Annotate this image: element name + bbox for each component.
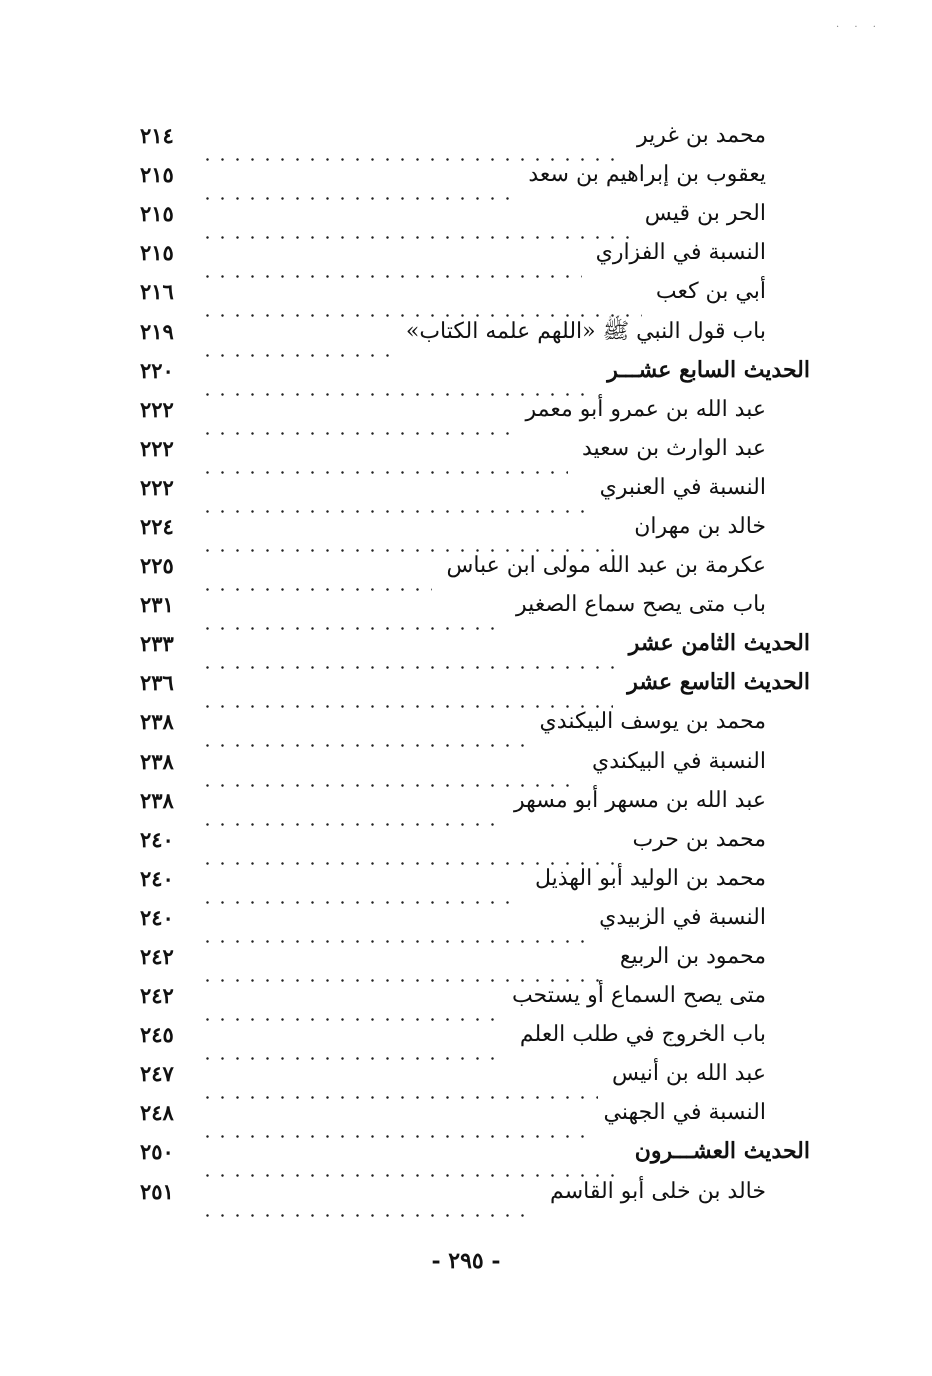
toc-entry-title: خالد بن مهران <box>634 513 766 539</box>
toc-entry-row <box>140 1093 810 1132</box>
toc-entry-page: ٢٣٨ <box>140 748 174 774</box>
dot-leader <box>200 1138 621 1177</box>
dot-leader <box>200 826 618 865</box>
toc-entry-page: ٢٢٢ <box>140 435 174 461</box>
dot-leader <box>200 161 514 200</box>
toc-entry-title: باب قول النبي ﷺ «اللهم علمه الكتاب» <box>405 318 766 344</box>
toc-entry-page: ٢١٥ <box>140 201 174 227</box>
toc-entry-page: ٢٢٢ <box>140 396 174 422</box>
toc-entry-title: عبد الوارث بن سعيد <box>581 435 766 461</box>
toc-entry-page: ٢٢٥ <box>140 553 174 579</box>
toc-entry-row <box>140 1054 810 1093</box>
dot-leader <box>200 787 500 826</box>
toc-entry-row <box>140 155 810 194</box>
toc-entry-page: ٢٢٠ <box>140 357 174 383</box>
toc-heading-row <box>140 1132 810 1171</box>
toc-entry-title: يعقوب بن إبراهيم بن سعد <box>528 162 766 188</box>
toc-heading-row <box>140 624 810 663</box>
toc-entry-title: الحديث العشـــرون <box>634 1138 810 1165</box>
toc-entry-title: عكرمة بن عبد الله مولى ابن عباس <box>446 553 766 579</box>
dot-leader <box>200 1060 598 1099</box>
toc-entry-row <box>140 781 810 820</box>
dot-leader <box>200 982 498 1021</box>
toc-entry-row <box>140 507 810 546</box>
toc-entry-row <box>140 859 810 898</box>
dot-leader <box>200 1178 536 1217</box>
dot-leader <box>200 239 582 278</box>
table-of-contents <box>140 116 810 1211</box>
toc-entry-page: ٢٤٧ <box>140 1061 174 1087</box>
dot-leader <box>200 865 521 904</box>
toc-entry-page: ٢٥١ <box>140 1178 174 1204</box>
dot-leader <box>200 122 623 161</box>
toc-entry-title: النسبة في البيكندي <box>591 748 766 774</box>
toc-entry-title: عبد الله بن مسهر أبو مسهر <box>513 787 766 813</box>
toc-entry-title: محمد بن غرير <box>636 123 766 149</box>
dot-leader <box>200 591 502 630</box>
toc-entry-row <box>140 585 810 624</box>
dot-leader <box>200 318 392 357</box>
toc-entry-title: محمد بن الوليد أبو الهذيل <box>534 865 766 891</box>
toc-entry-page: ٢٣٣ <box>140 631 174 657</box>
toc-entry-title: الحديث السابع عشـــر <box>607 356 810 383</box>
toc-entry-title: باب الخروج في طلب العلم <box>519 1022 766 1048</box>
toc-entry-row <box>140 272 810 311</box>
toc-heading-row <box>140 663 810 702</box>
toc-entry-page: ٢٣٨ <box>140 709 174 735</box>
toc-entry-page: ٢٤٨ <box>140 1100 174 1126</box>
toc-entry-title: عبد الله بن أنيس <box>612 1061 766 1087</box>
toc-entry-page: ٢٤٠ <box>140 904 174 930</box>
toc-entry-page: ٢٣٨ <box>140 787 174 813</box>
toc-entry-row <box>140 937 810 976</box>
toc-entry-row <box>140 702 810 741</box>
toc-entry-title: باب متى يصح سماع الصغير <box>516 592 766 618</box>
dot-leader <box>200 474 586 513</box>
dot-leader <box>200 552 432 591</box>
toc-entry-title: محمود بن الربيع <box>619 944 766 970</box>
dot-leader <box>200 200 631 239</box>
page-number: - ٢٩٥ - <box>431 1248 501 1274</box>
toc-entry-title: الحديث الثامن عشر <box>628 630 810 657</box>
dot-leader <box>200 943 606 982</box>
toc-entry-title: النسبة في العنبري <box>599 474 766 500</box>
toc-entry-page: ٢٢٢ <box>140 474 174 500</box>
dot-leader <box>200 396 511 435</box>
toc-entry-page: ٢٣١ <box>140 592 174 618</box>
dot-leader <box>200 357 593 396</box>
toc-entry-row <box>140 898 810 937</box>
toc-entry-page: ٢١٥ <box>140 240 174 266</box>
toc-entry-page: ٢٤٠ <box>140 826 174 852</box>
toc-entry-row <box>140 468 810 507</box>
toc-entry-title: النسبة في الفزاري <box>595 240 766 266</box>
dot-leader <box>200 669 613 708</box>
dot-leader <box>200 630 615 669</box>
toc-entry-page: ٢٤٠ <box>140 865 174 891</box>
toc-entry-title: محمد بن يوسف البيكندي <box>539 709 766 735</box>
toc-entry-row <box>140 742 810 781</box>
dot-leader <box>200 904 585 943</box>
dot-leader <box>200 1099 590 1138</box>
toc-entry-row <box>140 429 810 468</box>
toc-entry-title: الحر بن قيس <box>644 201 766 227</box>
toc-entry-title: عبد الله بن عمرو أبو معمر <box>525 396 766 422</box>
toc-entry-row <box>140 1172 810 1211</box>
toc-entry-page: ٢١٤ <box>140 123 174 149</box>
toc-entry-row <box>140 820 810 859</box>
toc-entry-page: ٢٤٥ <box>140 1022 174 1048</box>
toc-entry-page: ٢٢٤ <box>140 513 174 539</box>
toc-entry-page: ٢١٩ <box>140 318 174 344</box>
toc-entry-title: النسبة في الجهني <box>603 1100 766 1126</box>
toc-entry-row <box>140 1015 810 1054</box>
toc-entry-page: ٢٤٢ <box>140 944 174 970</box>
toc-entry-title: النسبة في الزبيدي <box>599 904 766 930</box>
toc-entry-title: الحديث التاسع عشر <box>627 669 810 696</box>
toc-entry-page: ٢٥٠ <box>140 1139 174 1165</box>
toc-entry-page: ٢١٥ <box>140 162 174 188</box>
toc-entry-title: أبي بن كعب <box>655 279 766 305</box>
dot-leader <box>200 748 578 787</box>
dot-leader <box>200 278 642 317</box>
dot-leader <box>200 435 568 474</box>
toc-entry-row <box>140 116 810 155</box>
toc-entry-row <box>140 390 810 429</box>
toc-entry-title: محمد بن حرب <box>632 826 766 852</box>
toc-entry-page: ٢٤٢ <box>140 983 174 1009</box>
toc-entry-title: خالد بن خلى أبو القاسم <box>550 1178 766 1204</box>
toc-entry-row <box>140 976 810 1015</box>
dot-leader <box>200 708 526 747</box>
toc-entry-row <box>140 194 810 233</box>
scan-mark: · · · <box>836 22 882 33</box>
dot-leader <box>200 513 620 552</box>
toc-heading-row <box>140 351 810 390</box>
toc-entry-title: متى يصح السماع أو يستحب <box>511 983 766 1009</box>
toc-entry-row <box>140 233 810 272</box>
toc-entry-page: ٢٣٦ <box>140 670 174 696</box>
dot-leader <box>200 1021 506 1060</box>
toc-entry-page: ٢١٦ <box>140 279 174 305</box>
